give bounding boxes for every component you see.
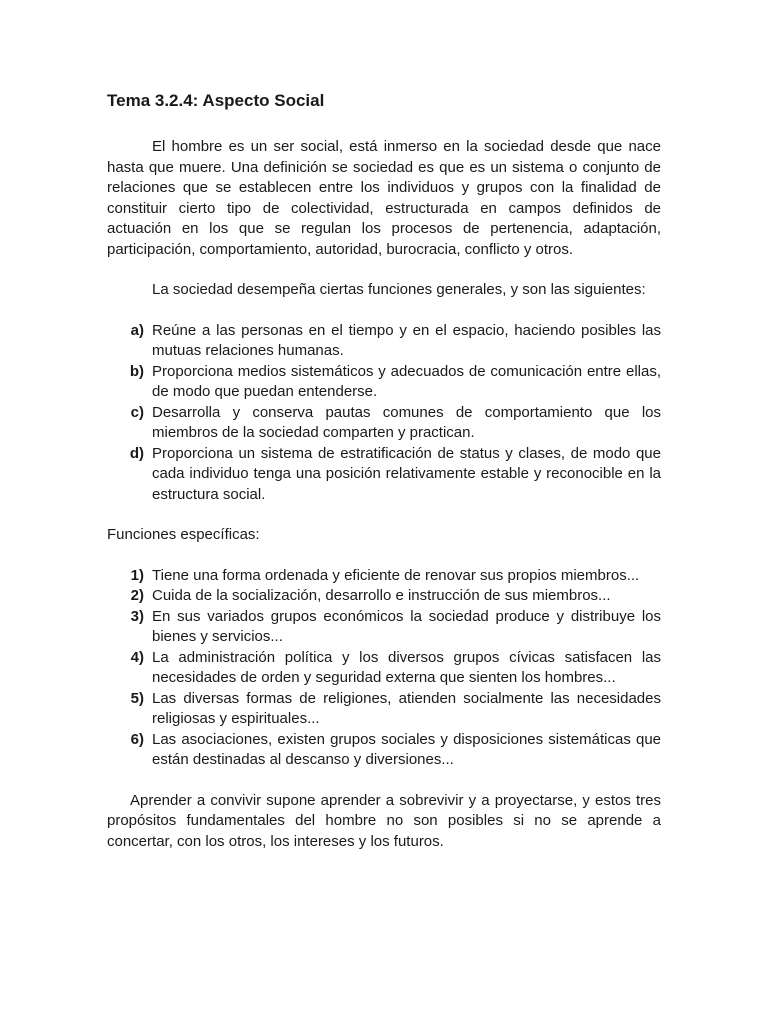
list-marker: 6)	[130, 730, 144, 748]
list-item-text: Las diversas formas de religiones, atienden socialmente las necesidades religiosas y espirituales...	[152, 689, 661, 727]
list-item	[107, 444, 661, 506]
list-item	[107, 586, 661, 607]
spacer	[107, 260, 661, 280]
general-functions-intro: La sociedad desempeña ciertas funciones generales, y son las siguientes:	[152, 281, 646, 298]
document-content	[107, 90, 661, 852]
list-item	[107, 566, 661, 587]
intro-paragraph: El hombre es un ser social, está inmerso en la sociedad desde que nace hasta que muere. Una definición se sociedad es que es un sistema o conjunto de relaciones que se establecen entre los individuos y grupos con la finalidad de constituir cierto tipo de colectividad, estructurada en campos definidos de actuación en los que se regulan los procesos de pertenencia, adaptación, participación, comportamiento, autoridad, burocracia, conflicto y otros.	[107, 138, 661, 258]
spacer	[107, 546, 661, 566]
list-item	[107, 648, 661, 689]
list-item	[107, 362, 661, 403]
list-item	[107, 403, 661, 444]
list-marker: d)	[129, 444, 144, 462]
page-title: Tema 3.2.4: Aspecto Social	[107, 91, 325, 110]
list-marker: b)	[129, 362, 144, 380]
list-item	[107, 321, 661, 362]
list-marker: 1)	[130, 566, 144, 584]
list-item-text: Proporciona un sistema de estratificación de status y clases, de modo que cada individuo tenga una posición relativamente estable y reconocible en la estructura social.	[152, 444, 661, 503]
list-item-text: Las asociaciones, existen grupos sociales y disposiciones sistemáticas que están destinadas al descanso y diversiones...	[152, 730, 661, 768]
list-item-text: En sus variados grupos económicos la sociedad produce y distribuye los bienes y servicios...	[152, 607, 661, 645]
list-item-text: La administración política y los diversos grupos cívicas satisfacen las necesidades de orden y seguridad externa que sienten los hombres...	[152, 648, 661, 686]
list-item-text: Proporciona medios sistemáticos y adecuados de comunicación entre ellas, de modo que puedan entenderse.	[152, 362, 661, 400]
specific-functions-heading: Funciones específicas:	[107, 526, 260, 543]
spacer	[107, 505, 661, 525]
spacer	[107, 771, 661, 791]
list-item-text: Reúne a las personas en el tiempo y en el espacio, haciendo posibles las mutuas relaciones humanas.	[152, 321, 661, 359]
specific-functions-list	[107, 566, 661, 771]
closing-paragraph: Aprender a convivir supone aprender a sobrevivir y a proyectarse, y estos tres propósitos fundamentales del hombre no son posibles si no se aprende a concertar, con los otros, los intereses y los futuros.	[107, 791, 661, 850]
list-item	[107, 607, 661, 648]
list-item-text: Cuida de la socialización, desarrollo e instrucción de sus miembros...	[152, 587, 611, 604]
list-marker: 5)	[130, 689, 144, 707]
list-item	[107, 730, 661, 771]
list-marker: 4)	[130, 648, 144, 666]
list-item-text: Desarrolla y conserva pautas comunes de comportamiento que los miembros de la sociedad comparten y practican.	[152, 403, 661, 441]
list-marker: a)	[130, 321, 144, 339]
list-marker: 3)	[130, 607, 144, 625]
list-marker: 2)	[130, 587, 144, 604]
spacer	[107, 301, 661, 321]
list-item-text: Tiene una forma ordenada y eficiente de renovar sus propios miembros...	[152, 566, 640, 584]
general-functions-list	[107, 321, 661, 506]
list-item	[107, 689, 661, 730]
list-marker: c)	[130, 403, 144, 421]
